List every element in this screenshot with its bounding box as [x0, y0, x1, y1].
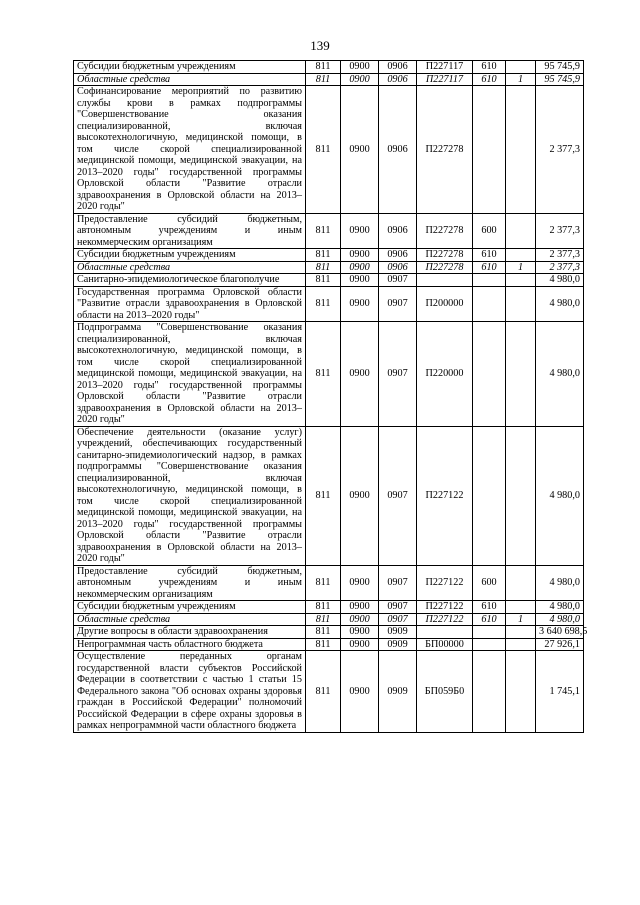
funding-source-cell [506, 565, 536, 601]
amount-cell: 4 980,0 [536, 426, 584, 565]
row-name-cell: Обеспечение деятельности (оказание услуг) учреждений, обеспечивающих государственный санитарно-эпидемиологический надзор, в рамках подпрограммы "Совершенствование оказания специализированной, включая высокотехнологичную, медицинской помощи, в том числе скорой специализированной медицинской помощи, медицинской эвакуации, на 2013–2020 годы" государственной программы Орловской области "Развитие отрасли здравоохранения в Орловской области на 2013–2020 годы" [74, 426, 306, 565]
funding-source-cell: 1 [506, 613, 536, 626]
ministry-code-cell: 811 [306, 61, 341, 74]
table-row [74, 213, 584, 249]
table-row [74, 261, 584, 274]
row-name-cell: Субсидии бюджетным учреждениям [74, 601, 306, 614]
target-article-cell: П220000 [417, 322, 473, 427]
target-article-cell: П200000 [417, 286, 473, 322]
section-code-cell: 0900 [341, 86, 379, 214]
ministry-code-cell: 811 [306, 565, 341, 601]
table-row [74, 249, 584, 262]
expense-type-cell: 600 [473, 213, 506, 249]
expense-type-cell: 600 [473, 565, 506, 601]
row-name-cell: Государственная программа Орловской области "Развитие отрасли здравоохранения в Орловской области на 2013–2020 годы" [74, 286, 306, 322]
target-article-cell: П227278 [417, 261, 473, 274]
row-name-cell: Санитарно-эпидемиологическое благополучие [74, 274, 306, 287]
table-row [74, 565, 584, 601]
amount-cell: 4 980,0 [536, 565, 584, 601]
page-number: 139 [310, 38, 330, 53]
expense-type-cell: 610 [473, 601, 506, 614]
subsection-code-cell: 0907 [379, 286, 417, 322]
funding-source-cell [506, 213, 536, 249]
section-code-cell: 0900 [341, 213, 379, 249]
expense-type-cell [473, 426, 506, 565]
target-article-cell: П227278 [417, 213, 473, 249]
subsection-code-cell: 0906 [379, 261, 417, 274]
ministry-code-cell: 811 [306, 626, 341, 639]
funding-source-cell [506, 274, 536, 287]
funding-source-cell [506, 626, 536, 639]
section-code-cell: 0900 [341, 565, 379, 601]
table-row [74, 73, 584, 86]
ministry-code-cell: 811 [306, 73, 341, 86]
section-code-cell: 0900 [341, 638, 379, 651]
table-row [74, 426, 584, 565]
subsection-code-cell: 0906 [379, 249, 417, 262]
row-name-cell: Областные средства [74, 261, 306, 274]
expense-type-cell [473, 651, 506, 733]
table-row [74, 286, 584, 322]
row-name-cell: Непрограммная часть областного бюджета [74, 638, 306, 651]
section-code-cell: 0900 [341, 613, 379, 626]
expense-type-cell [473, 274, 506, 287]
table-row [74, 61, 584, 74]
target-article-cell: П227278 [417, 249, 473, 262]
ministry-code-cell: 811 [306, 613, 341, 626]
target-article-cell: П227117 [417, 61, 473, 74]
subsection-code-cell: 0907 [379, 274, 417, 287]
ministry-code-cell: 811 [306, 86, 341, 214]
ministry-code-cell: 811 [306, 426, 341, 565]
ministry-code-cell: 811 [306, 286, 341, 322]
expense-type-cell [473, 322, 506, 427]
section-code-cell: 0900 [341, 322, 379, 427]
row-name-cell: Другие вопросы в области здравоохранения [74, 626, 306, 639]
ministry-code-cell: 811 [306, 322, 341, 427]
table-row [74, 613, 584, 626]
target-article-cell: П227122 [417, 565, 473, 601]
funding-source-cell [506, 638, 536, 651]
subsection-code-cell: 0907 [379, 322, 417, 427]
amount-cell: 4 980,0 [536, 274, 584, 287]
target-article-cell: П227117 [417, 73, 473, 86]
subsection-code-cell: 0907 [379, 565, 417, 601]
expense-type-cell [473, 626, 506, 639]
funding-source-cell: 1 [506, 261, 536, 274]
row-name-cell: Субсидии бюджетным учреждениям [74, 61, 306, 74]
table-row [74, 601, 584, 614]
amount-cell: 2 377,3 [536, 86, 584, 214]
ministry-code-cell: 811 [306, 601, 341, 614]
amount-cell: 95 745,9 [536, 61, 584, 74]
funding-source-cell [506, 86, 536, 214]
subsection-code-cell: 0907 [379, 613, 417, 626]
section-code-cell: 0900 [341, 601, 379, 614]
funding-source-cell: 1 [506, 73, 536, 86]
subsection-code-cell: 0909 [379, 626, 417, 639]
funding-source-cell [506, 426, 536, 565]
row-name-cell: Предоставление субсидий бюджетным, автономным учреждениям и иным некоммерческим организациям [74, 213, 306, 249]
ministry-code-cell: 811 [306, 638, 341, 651]
target-article-cell [417, 274, 473, 287]
table-row [74, 651, 584, 733]
row-name-cell: Софинансирование мероприятий по развитию службы крови в рамках подпрограммы "Совершенствование оказания специализированной, включая высокотехнологичную, медицинской помощи, в том числе скорой специализированной медицинской помощи, медицинской эвакуации, на 2013–2020 годы" государственной программы Орловской области "Развитие отрасли здравоохранения в Орловской области на 2013–2020 годы" [74, 86, 306, 214]
expense-type-cell [473, 286, 506, 322]
expense-type-cell: 610 [473, 61, 506, 74]
budget-table [73, 60, 588, 733]
section-code-cell: 0900 [341, 61, 379, 74]
expense-type-cell: 610 [473, 613, 506, 626]
row-name-cell: Осуществление переданных органам государственной власти субъектов Российской Федерации в соответствии с частью 1 статьи 15 Федерального закона "Об основах охраны здоровья граждан в Российской Федерации" полномочий Российской Федерации в сфере охраны здоровья в рамках непрограммной части областного бюджета [74, 651, 306, 733]
funding-source-cell [506, 286, 536, 322]
ministry-code-cell: 811 [306, 213, 341, 249]
section-code-cell: 0900 [341, 73, 379, 86]
target-article-cell: П227122 [417, 426, 473, 565]
expense-type-cell: 610 [473, 261, 506, 274]
subsection-code-cell: 0906 [379, 73, 417, 86]
target-article-cell: П227278 [417, 86, 473, 214]
subsection-code-cell: 0906 [379, 213, 417, 249]
table-row [74, 638, 584, 651]
funding-source-cell [506, 61, 536, 74]
table-row [74, 86, 584, 214]
row-name-cell: Областные средства [74, 613, 306, 626]
funding-source-cell [506, 249, 536, 262]
amount-cell: 2 377,3 [536, 261, 584, 274]
row-name-cell: Предоставление субсидий бюджетным, автономным учреждениям и иным некоммерческим организациям [74, 565, 306, 601]
funding-source-cell [506, 601, 536, 614]
funding-source-cell [506, 651, 536, 733]
expense-type-cell: 610 [473, 249, 506, 262]
section-code-cell: 0900 [341, 626, 379, 639]
table-row [74, 322, 584, 427]
table-row [74, 626, 584, 639]
amount-cell: 2 377,3 [536, 213, 584, 249]
amount-cell: 4 980,0 [536, 322, 584, 427]
subsection-code-cell: 0906 [379, 86, 417, 214]
section-code-cell: 0900 [341, 274, 379, 287]
target-article-cell: П227122 [417, 601, 473, 614]
target-article-cell: БП00000 [417, 638, 473, 651]
target-article-cell: П227122 [417, 613, 473, 626]
subsection-code-cell: 0907 [379, 426, 417, 565]
row-name-cell: Подпрограмма "Совершенствование оказания специализированной, включая высокотехнологичную, медицинской помощи, в том числе скорой специализированной медицинской помощи, медицинской эвакуации, на 2013–2020 годы" государственной программы Орловской области "Развитие отрасли здравоохранения в Орловской области на 2013–2020 годы" [74, 322, 306, 427]
subsection-code-cell: 0906 [379, 61, 417, 74]
target-article-cell: БП059Б0 [417, 651, 473, 733]
section-code-cell: 0900 [341, 426, 379, 565]
expense-type-cell: 610 [473, 73, 506, 86]
section-code-cell: 0900 [341, 651, 379, 733]
subsection-code-cell: 0909 [379, 638, 417, 651]
subsection-code-cell: 0909 [379, 651, 417, 733]
amount-cell: 4 980,0 [536, 286, 584, 322]
table-row [74, 274, 584, 287]
amount-cell: 1 745,1 [536, 651, 584, 733]
amount-cell: 4 980,0 [536, 613, 584, 626]
expense-type-cell [473, 638, 506, 651]
row-name-cell: Областные средства [74, 73, 306, 86]
budget-table-body [74, 61, 588, 733]
amount-cell: 2 377,3 [536, 249, 584, 262]
amount-cell: 95 745,9 [536, 73, 584, 86]
section-code-cell: 0900 [341, 286, 379, 322]
row-name-cell: Субсидии бюджетным учреждениям [74, 249, 306, 262]
amount-cell: 4 980,0 [536, 601, 584, 614]
ministry-code-cell: 811 [306, 651, 341, 733]
target-article-cell [417, 626, 473, 639]
ministry-code-cell: 811 [306, 249, 341, 262]
funding-source-cell [506, 322, 536, 427]
ministry-code-cell: 811 [306, 274, 341, 287]
expense-type-cell [473, 86, 506, 214]
amount-cell: 3 640 698,5 [536, 626, 584, 639]
section-code-cell: 0900 [341, 261, 379, 274]
subsection-code-cell: 0907 [379, 601, 417, 614]
ministry-code-cell: 811 [306, 261, 341, 274]
section-code-cell: 0900 [341, 249, 379, 262]
amount-cell: 27 926,1 [536, 638, 584, 651]
